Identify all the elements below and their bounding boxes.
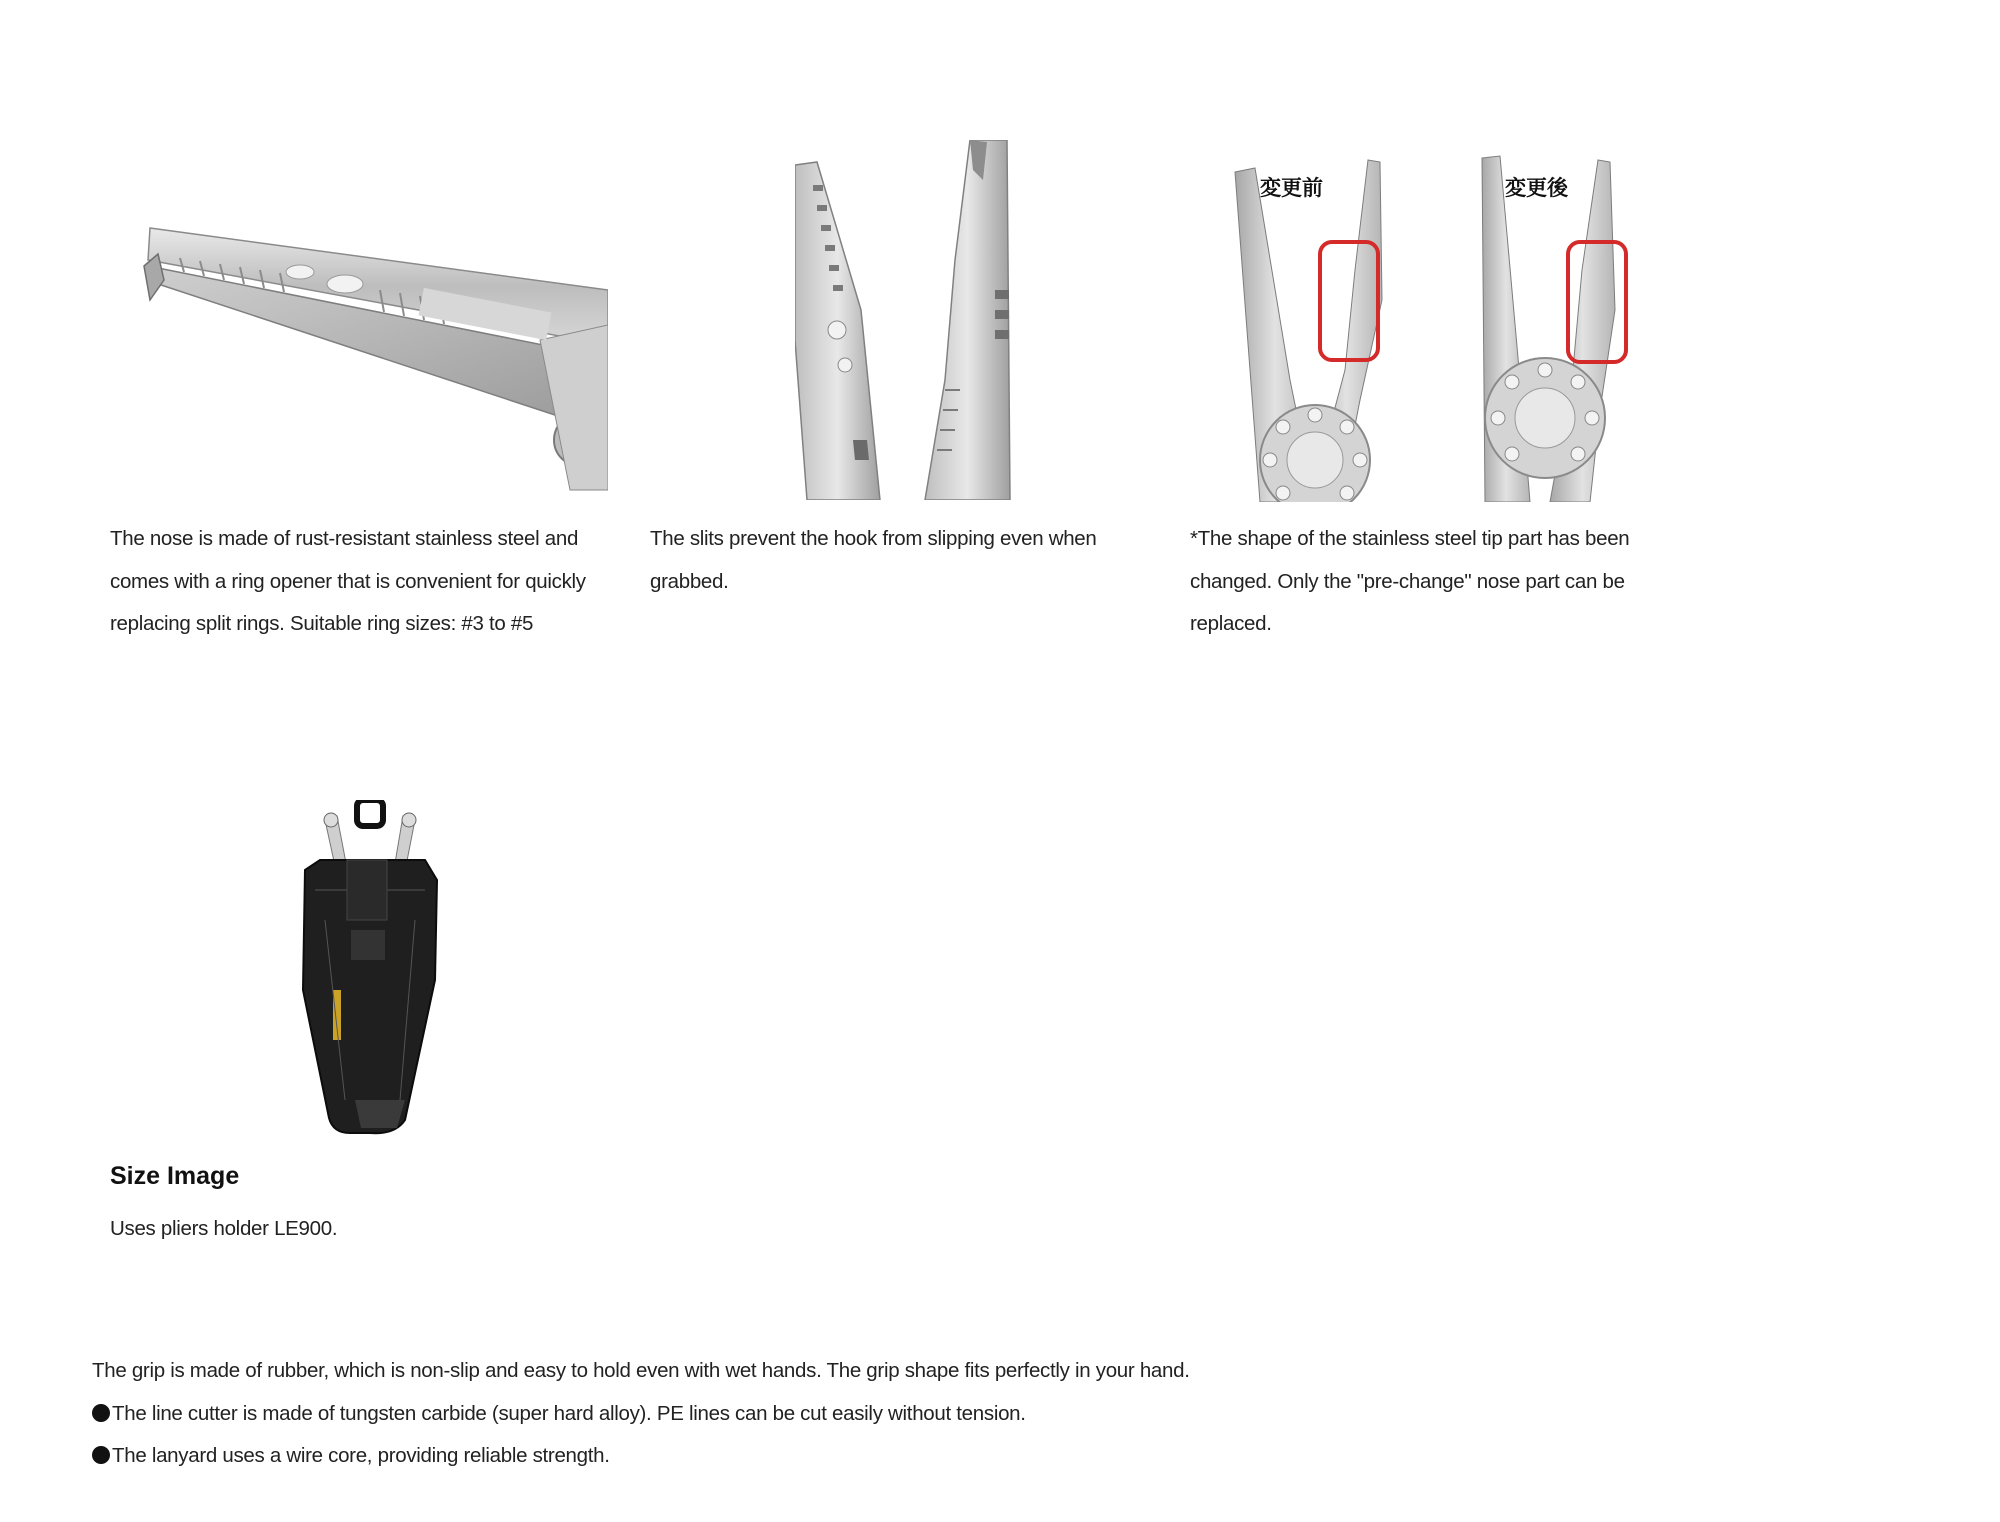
bullet-line-cutter: The line cutter is made of tungsten carbide (super hard alloy). PE lines can be cut easily without tension. [92, 1393, 1592, 1436]
slits-feature-caption: The slits prevent the hook from slipping even when grabbed. [650, 527, 1097, 593]
nose-feature-caption: The nose is made of rust-resistant stainless steel and comes with a ring opener that is convenient for quickly replacing split rings. Suitable ring sizes: #3 to #5 [110, 527, 586, 635]
tip-change-comparison-image [1220, 150, 1690, 502]
slit-jaws-image [795, 140, 1015, 500]
grip-description: The grip is made of rubber, which is non-slip and easy to hold even with wet hands. The grip shape fits perfectly in your hand. [92, 1359, 1190, 1382]
bullet-icon [92, 1404, 110, 1422]
after-pliers [1482, 156, 1615, 502]
feature-notes [92, 1350, 1592, 1478]
tip-change-caption: *The shape of the stainless steel tip part has been changed. Only the "pre-change" nose part can be replaced. [1190, 527, 1630, 635]
size-image-caption: Uses pliers holder LE900. [110, 1217, 338, 1240]
size-image-title: Size Image [110, 1162, 240, 1190]
after-label: 変更後 [1505, 176, 1568, 200]
nose-ring-opener-image [140, 220, 608, 500]
before-pliers [1235, 160, 1382, 502]
pliers-holder-image [285, 800, 450, 1135]
before-label: 変更前 [1260, 176, 1323, 200]
bullet-icon [92, 1446, 110, 1464]
bullet-lanyard: The lanyard uses a wire core, providing reliable strength. [92, 1435, 1592, 1478]
